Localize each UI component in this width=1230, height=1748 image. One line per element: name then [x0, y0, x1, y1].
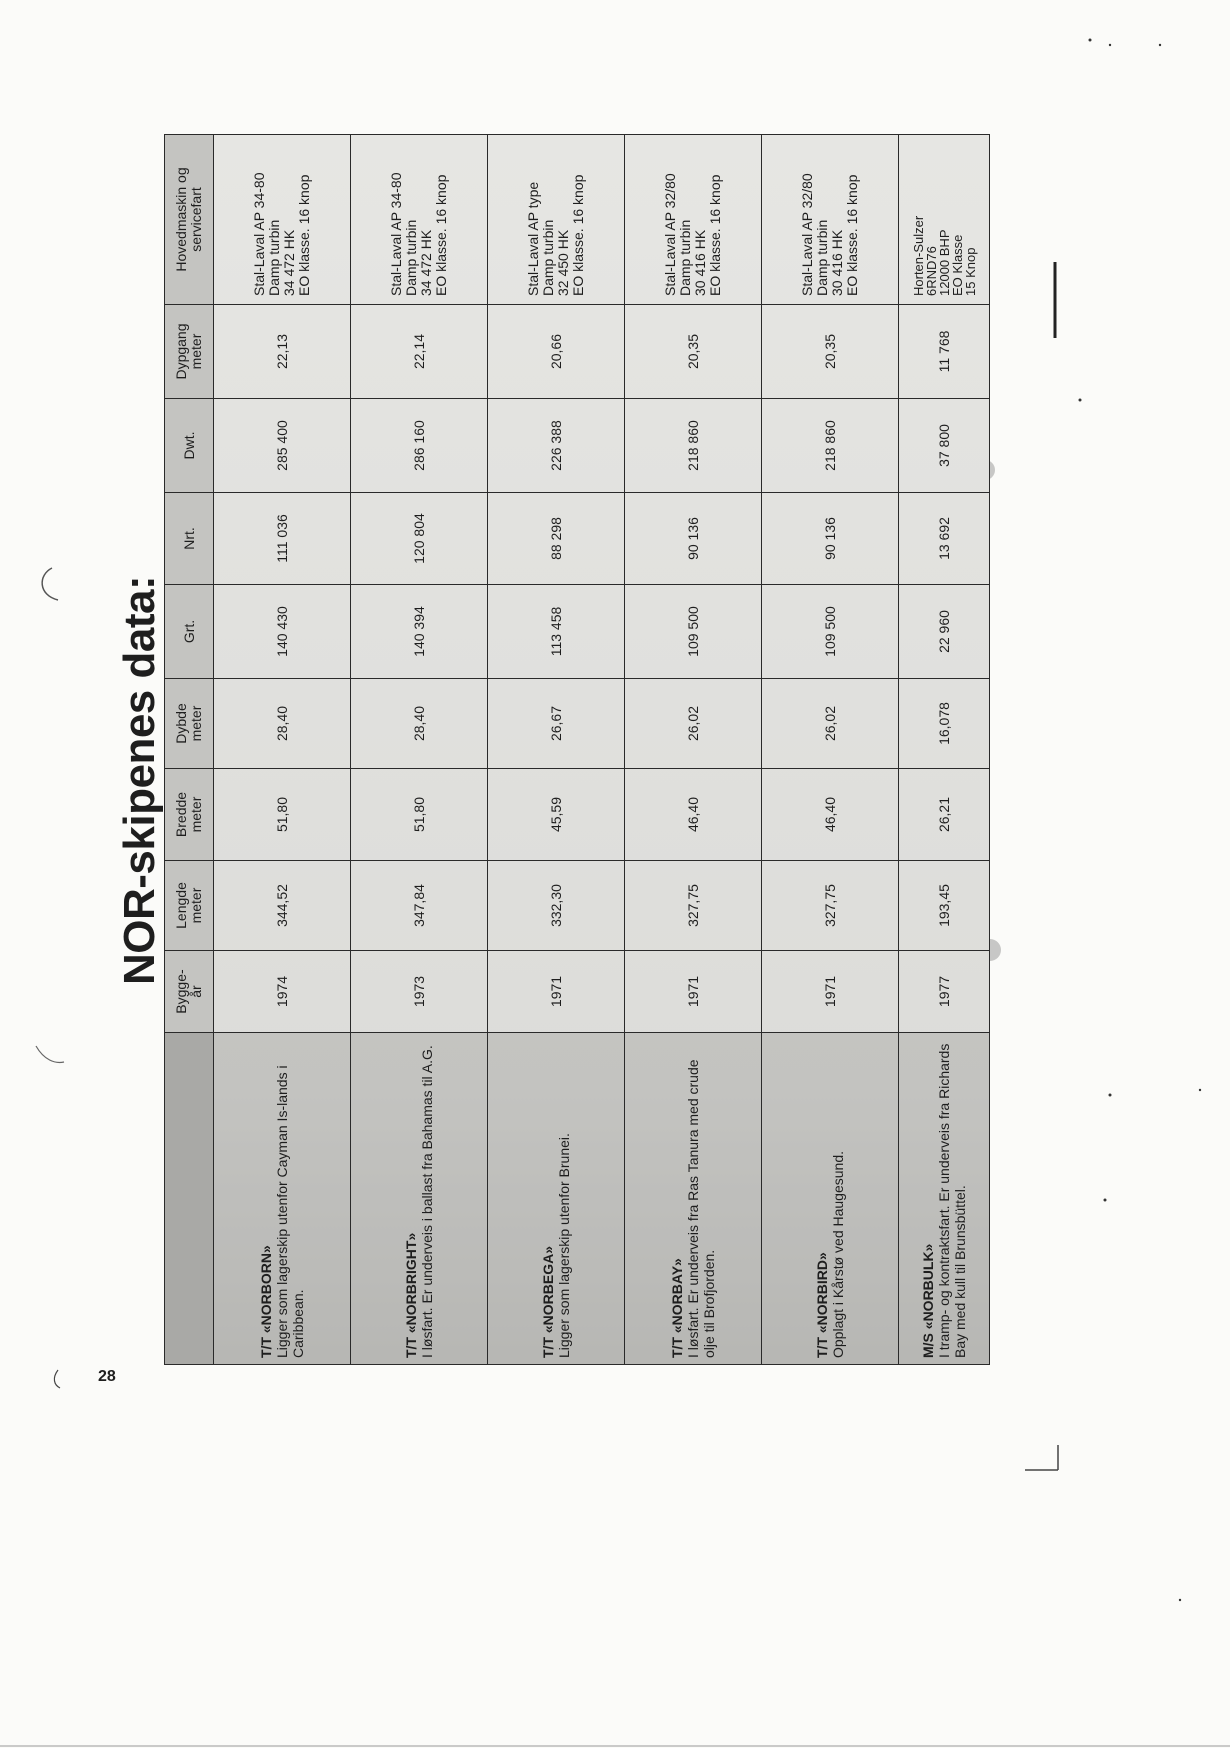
ship-status-note: I løsfart. Er underveis i ballast fra Bahamas til A.G.	[419, 1045, 436, 1358]
machine-line: EO Klasse	[949, 234, 965, 296]
draft-cell: 22,13	[214, 305, 351, 399]
nrt-cell: 90 136	[625, 493, 762, 585]
build-year-cell: 1971	[488, 951, 625, 1033]
nrt-cell: 13 692	[899, 493, 990, 585]
build-year-cell: 1973	[351, 951, 488, 1033]
depth-cell: 26,67	[488, 679, 625, 769]
header-nrt: Nrt.	[165, 493, 214, 585]
depth-cell: 28,40	[214, 679, 351, 769]
table-row	[351, 135, 488, 1365]
build-year-cell: 1971	[625, 951, 762, 1033]
ship-name: T/T «NORBRIGHT»	[403, 1232, 420, 1358]
build-year-cell: 1971	[762, 951, 899, 1033]
machine-line: 34 472 HK	[281, 229, 298, 296]
machine-line: 30 416 HK	[692, 229, 709, 296]
machine-line: Stal-Laval AP 34-80	[388, 172, 405, 296]
depth-cell: 16,078	[899, 679, 990, 769]
speck	[1104, 1199, 1107, 1202]
machine-line: Damp turbin	[266, 219, 283, 296]
table-row	[488, 135, 625, 1365]
grt-cell: 22 960	[899, 585, 990, 679]
ship-name: T/T «NORBIRD»	[814, 1252, 831, 1358]
machine-line: 6RND76	[923, 246, 939, 296]
ship-status-note: I løsfart. Er underveis fra Ras Tanura med crude olje til Brofjorden.	[685, 1059, 718, 1358]
depth-cell: 26,02	[625, 679, 762, 769]
ship-description-cell	[214, 1033, 351, 1365]
dwt-cell: 218 860	[625, 399, 762, 493]
speck	[1179, 1599, 1181, 1601]
document-title: NOR-skipenes data:	[115, 575, 164, 985]
width-cell: 46,40	[762, 769, 899, 861]
width-cell: 46,40	[625, 769, 762, 861]
width-cell: 51,80	[214, 769, 351, 861]
draft-cell: 20,35	[762, 305, 899, 399]
machine-line: 15 Knop	[962, 247, 978, 296]
machine-line: Damp turbin	[403, 219, 420, 296]
length-cell: 344,52	[214, 861, 351, 951]
nrt-cell: 120 804	[351, 493, 488, 585]
nrt-cell: 90 136	[762, 493, 899, 585]
header-build-year: Bygge- år	[165, 951, 214, 1033]
length-cell: 193,45	[899, 861, 990, 951]
draft-cell: 20,66	[488, 305, 625, 399]
machine-line: Horten-Sulzer	[910, 215, 926, 296]
depth-cell: 28,40	[351, 679, 488, 769]
header-length: Lengde meter	[165, 861, 214, 951]
nrt-cell: 111 036	[214, 493, 351, 585]
width-cell: 45,59	[488, 769, 625, 861]
scratch-mark	[54, 1370, 60, 1388]
machine-cell	[762, 135, 899, 305]
header-ship	[165, 1033, 214, 1365]
grt-cell: 109 500	[625, 585, 762, 679]
ship-status-note: I tramp- og kontraktsfart. Er underveis fra Richards Bay med kull til Brunsbüttel.	[936, 1043, 969, 1358]
ship-name: T/T «NORBORN»	[258, 1245, 275, 1358]
length-cell: 332,30	[488, 861, 625, 951]
dwt-cell: 286 160	[351, 399, 488, 493]
table-header-row	[165, 135, 214, 1365]
header-width: Bredde meter	[165, 769, 214, 861]
machine-line: EO klasse. 16 knop	[296, 174, 313, 296]
width-cell: 51,80	[351, 769, 488, 861]
draft-cell: 22,14	[351, 305, 488, 399]
machine-line: 34 472 HK	[418, 229, 435, 296]
table-row	[214, 135, 351, 1365]
dwt-cell: 37 800	[899, 399, 990, 493]
ship-description-cell	[625, 1033, 762, 1365]
ship-name: M/S «NORBULK»	[920, 1243, 937, 1358]
machine-line: Damp turbin	[540, 219, 557, 296]
binder-hole-mark	[42, 568, 58, 600]
build-year-cell: 1974	[214, 951, 351, 1033]
machine-line: EO klasse. 16 knop	[844, 174, 861, 296]
machine-line: EO klasse. 16 knop	[570, 174, 587, 296]
machine-line: 12000 BHP	[936, 229, 952, 296]
table-row	[899, 135, 990, 1365]
scratch-mark	[36, 1046, 64, 1062]
header-draft: Dypgang meter	[165, 305, 214, 399]
machine-cell	[488, 135, 625, 305]
page-number: 28	[98, 1368, 116, 1385]
speck	[1089, 39, 1092, 42]
ship-description-cell	[899, 1033, 990, 1365]
machine-cell	[899, 135, 990, 305]
ship-description-cell	[351, 1033, 488, 1365]
ship-name: T/T «NORBAY»	[669, 1258, 686, 1358]
grt-cell: 109 500	[762, 585, 899, 679]
ship-status-note: Ligger som lagerskip utenfor Cayman Is-lands i Caribbean.	[274, 1065, 307, 1358]
width-cell: 26,21	[899, 769, 990, 861]
rotated-page-content	[110, 135, 990, 1365]
machine-line: Damp turbin	[814, 219, 831, 296]
speck	[1199, 1089, 1201, 1091]
machine-line: Stal-Laval AP 34-80	[251, 172, 268, 296]
draft-cell: 11 768	[899, 305, 990, 399]
ship-name: T/T «NORBEGA»	[540, 1245, 557, 1358]
speck	[1079, 399, 1082, 402]
nrt-cell: 88 298	[488, 493, 625, 585]
build-year-cell: 1977	[899, 951, 990, 1033]
ship-description-cell	[762, 1033, 899, 1365]
speck	[1109, 44, 1111, 46]
header-grt: Grt.	[165, 585, 214, 679]
grt-cell: 113 458	[488, 585, 625, 679]
ship-status-note: Opplagt i Kårstø ved Haugesund.	[830, 1150, 847, 1358]
machine-line: Damp turbin	[677, 219, 694, 296]
ship-status-note: Ligger som lagerskip utenfor Brunei.	[556, 1133, 573, 1358]
speck	[1109, 1094, 1112, 1097]
table-row	[762, 135, 899, 1365]
table-row	[625, 135, 762, 1365]
machine-line: 32 450 HK	[555, 229, 572, 296]
length-cell: 327,75	[625, 861, 762, 951]
machine-cell	[214, 135, 351, 305]
dwt-cell: 285 400	[214, 399, 351, 493]
ship-data-table	[164, 134, 990, 1365]
header-depth: Dybde meter	[165, 679, 214, 769]
machine-line: EO klasse. 16 knop	[433, 174, 450, 296]
draft-cell: 20,35	[625, 305, 762, 399]
header-machine: Hovedmaskin og servicefart	[165, 135, 214, 305]
machine-cell	[625, 135, 762, 305]
grt-cell: 140 394	[351, 585, 488, 679]
speck	[1159, 44, 1161, 46]
machine-line: 30 416 HK	[829, 229, 846, 296]
length-cell: 347,84	[351, 861, 488, 951]
machine-cell	[351, 135, 488, 305]
machine-line: EO klasse. 16 knop	[707, 174, 724, 296]
grt-cell: 140 430	[214, 585, 351, 679]
machine-line: Stal-Laval AP 32/80	[799, 173, 816, 296]
machine-line: Stal-Laval AP 32/80	[662, 173, 679, 296]
header-dwt: Dwt.	[165, 399, 214, 493]
dwt-cell: 218 860	[762, 399, 899, 493]
ship-description-cell	[488, 1033, 625, 1365]
machine-line: Stal-Laval AP type	[525, 181, 542, 296]
length-cell: 327,75	[762, 861, 899, 951]
depth-cell: 26,02	[762, 679, 899, 769]
dwt-cell: 226 388	[488, 399, 625, 493]
